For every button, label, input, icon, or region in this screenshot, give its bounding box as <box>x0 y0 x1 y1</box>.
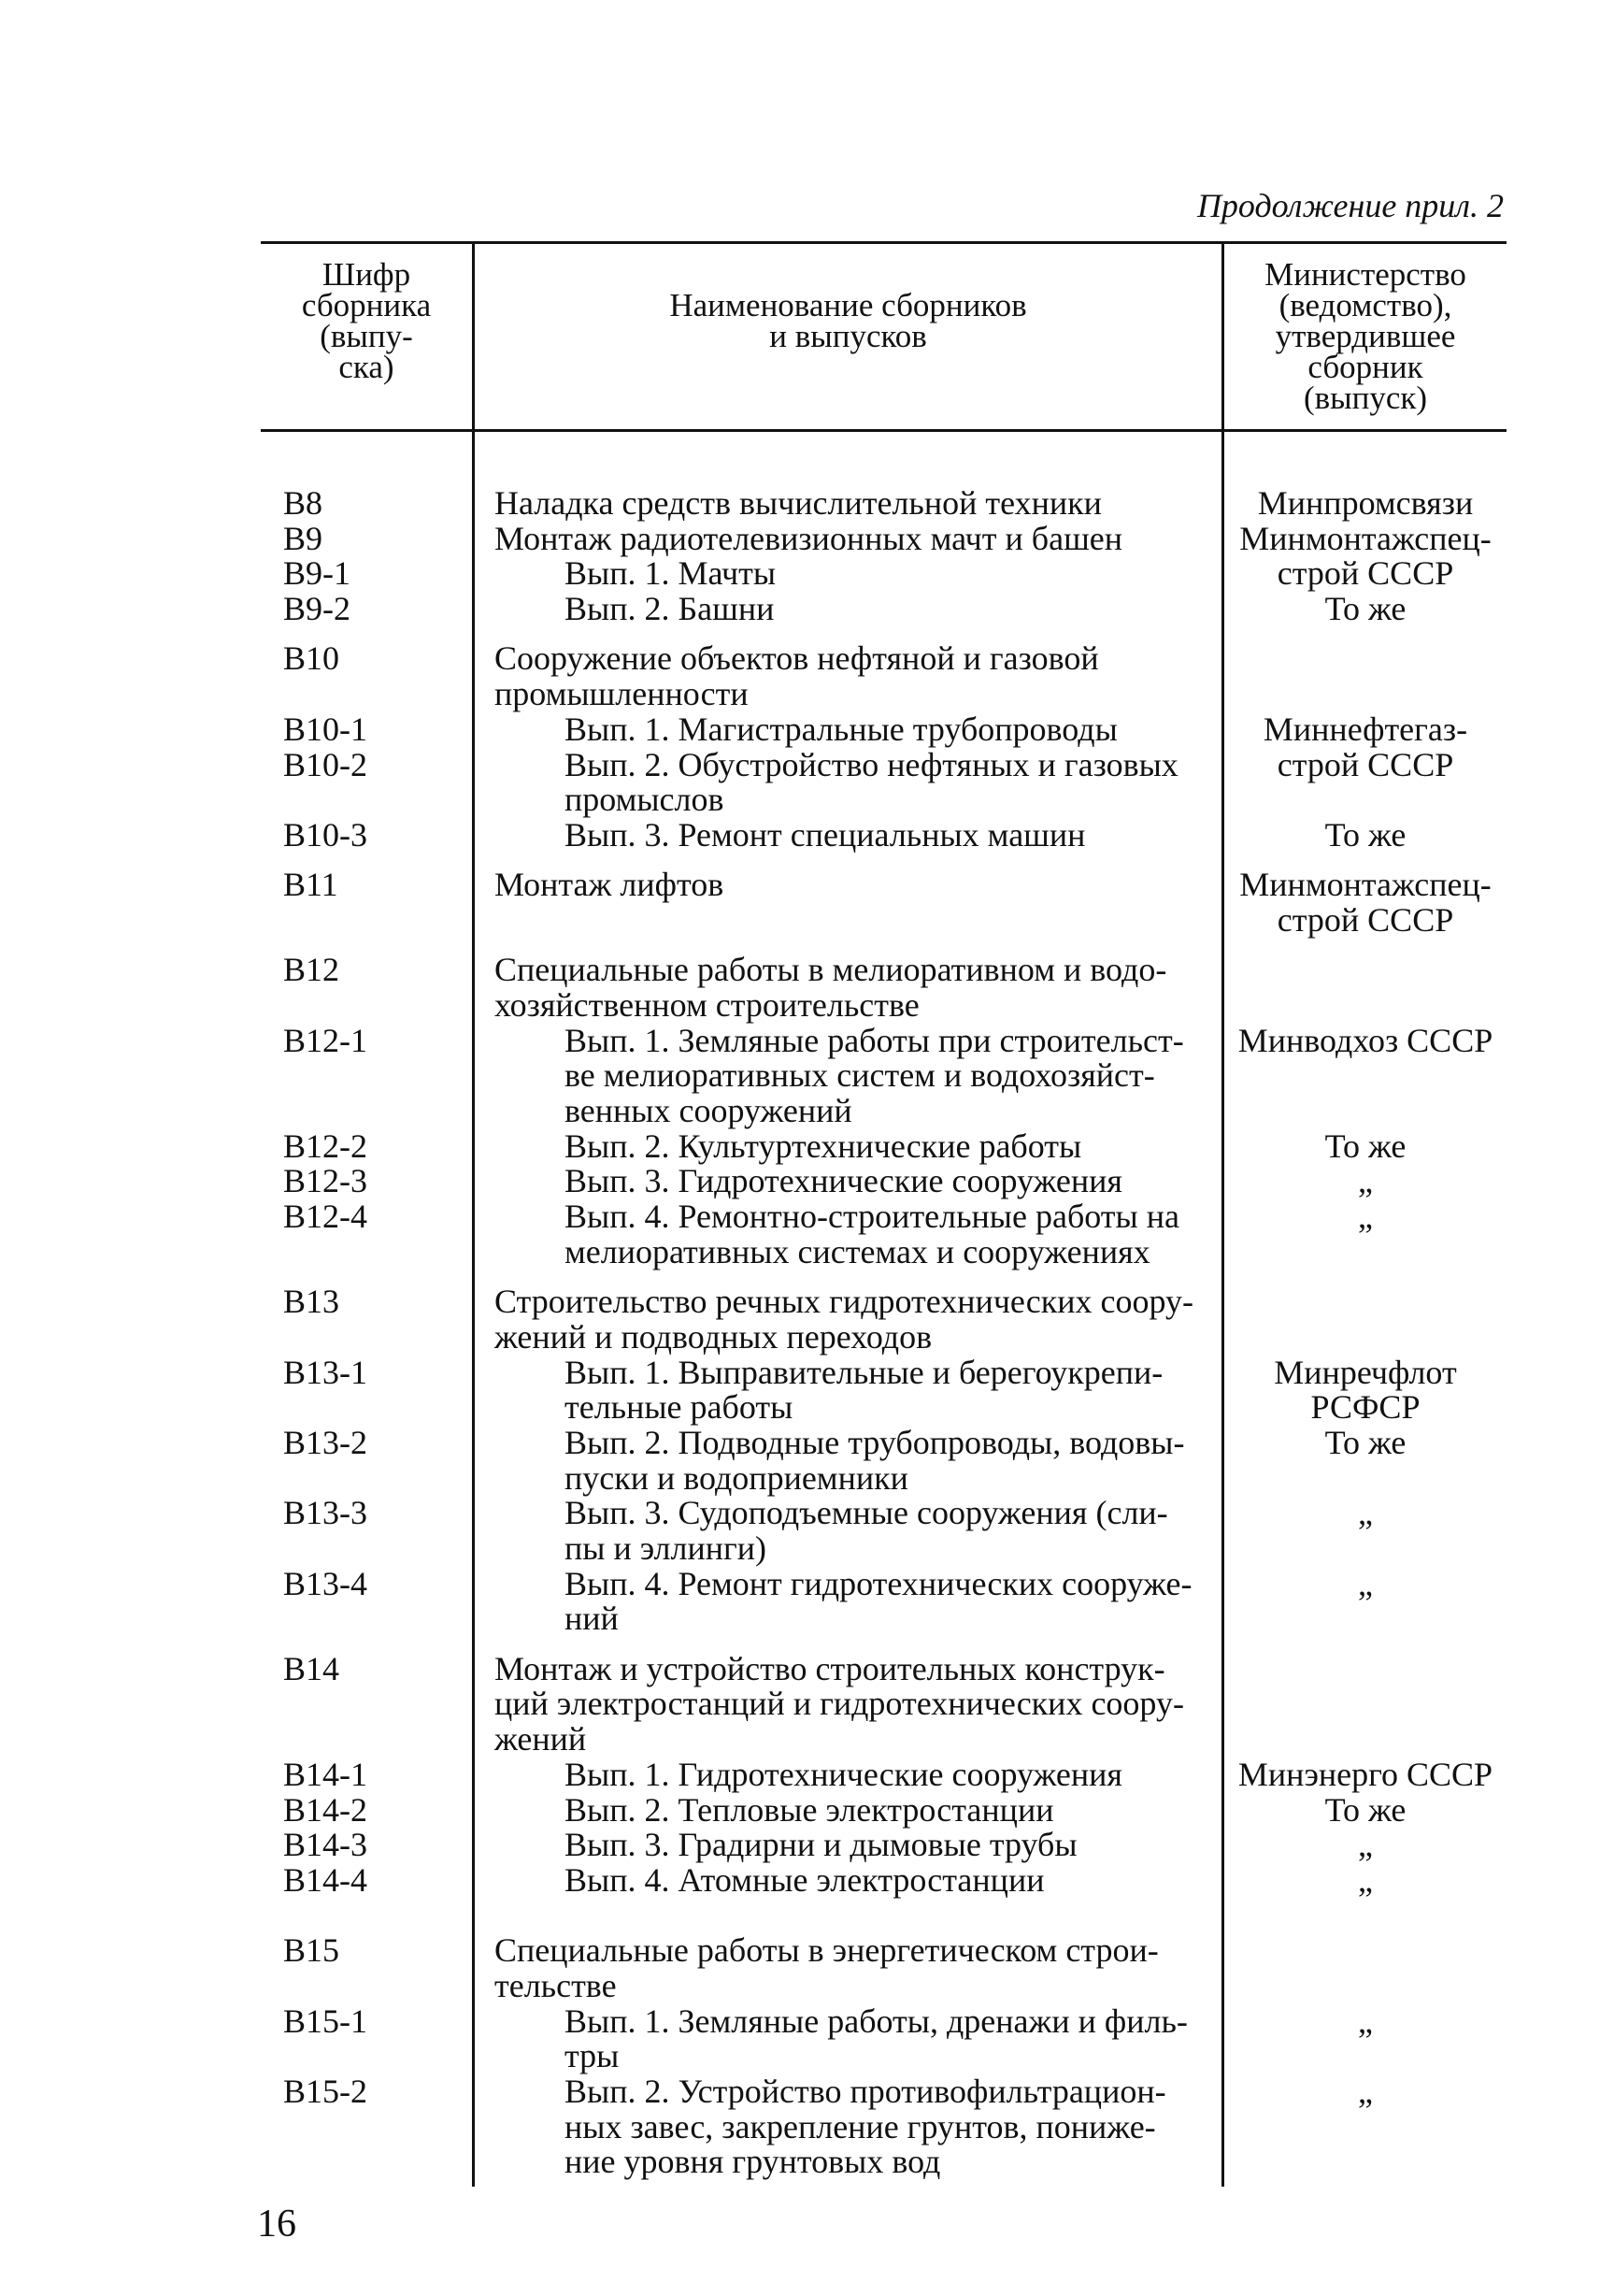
column-header-line: Министерство <box>1264 256 1466 293</box>
continuation-caption: Продолжение прил. 2 <box>1196 187 1504 224</box>
table-row <box>261 2074 1507 2110</box>
collection-code: В10-1 <box>283 710 367 748</box>
table-row <box>261 1686 1507 1722</box>
collection-code: В14-3 <box>283 1826 367 1864</box>
ministry-name: Минпромсвязи <box>1257 484 1474 522</box>
column-header-line: (выпу- <box>320 318 413 354</box>
table-row <box>261 1564 1507 1602</box>
table-row <box>261 1284 1507 1320</box>
table-row <box>261 1390 1507 1426</box>
table-group <box>261 1933 1507 2180</box>
collection-code: В13-4 <box>283 1564 367 1602</box>
table-body <box>261 486 1507 2180</box>
table-row <box>261 1058 1507 1094</box>
collection-code: В9 <box>283 519 323 557</box>
ministry-name: Минводхоз СССР <box>1237 1021 1493 1059</box>
ministry-name: „ <box>1358 1860 1373 1899</box>
collection-name: ных завес, закрепление грунтов, пониже- <box>564 2107 1156 2145</box>
collection-name: ние уровня грунтовых вод <box>564 2143 941 2181</box>
table-row <box>261 2107 1507 2145</box>
collection-code: В12 <box>283 951 340 989</box>
table-row <box>261 1496 1507 1531</box>
table-row <box>261 953 1507 988</box>
column-header-name <box>475 287 1221 354</box>
collection-name: Монтаж радиотелевизионных мачт и башен <box>494 519 1123 557</box>
table-group <box>261 868 1507 938</box>
ministry-name: „ <box>1358 1162 1373 1200</box>
column-header-ministry <box>1224 256 1507 416</box>
table-row <box>261 1531 1507 1567</box>
collection-name: пуски и водоприемники <box>564 1458 908 1497</box>
table-row <box>261 2004 1507 2040</box>
ministry-name: Минмонтажспец- <box>1239 866 1492 904</box>
ministry-name: „ <box>1358 2002 1373 2040</box>
collection-code: В14-2 <box>283 1790 367 1829</box>
collection-code: В9-2 <box>283 590 350 628</box>
table-row <box>261 900 1507 939</box>
collection-name: хозяйственном строительстве <box>494 986 920 1024</box>
collection-name: Монтаж лифтов <box>494 866 724 904</box>
ministry-name: То же <box>1324 590 1407 628</box>
collection-code: В12-2 <box>283 1126 367 1165</box>
table-row <box>261 1458 1507 1497</box>
ministry-name: Минэнерго СССР <box>1237 1755 1493 1793</box>
ministry-name: То же <box>1324 1790 1407 1829</box>
collection-name: Вып. 1. Земляные работы при строительст- <box>564 1021 1184 1059</box>
table-group <box>261 641 1507 853</box>
table-row <box>261 677 1507 712</box>
collection-name: Вып. 2. Устройство противофильтрацион- <box>564 2073 1166 2110</box>
table-row <box>261 1860 1507 1899</box>
table-row <box>261 1601 1507 1637</box>
ministry-name: строй СССР <box>1277 554 1454 593</box>
collection-code: В14 <box>283 1649 340 1687</box>
collection-name: Строительство речных гидротехнических соору- <box>494 1283 1194 1321</box>
table-row <box>261 641 1507 677</box>
collection-name: Вып. 1. Мачты <box>564 554 777 593</box>
ministry-name: То же <box>1324 815 1407 854</box>
collection-name: ний <box>564 1600 619 1638</box>
collection-name: Вып. 2. Культуртехнические работы <box>564 1126 1082 1165</box>
collection-name: жений <box>494 1720 587 1758</box>
collection-name: мелиоративных системах и сооружениях <box>564 1232 1150 1270</box>
table-row <box>261 1232 1507 1270</box>
table-row <box>261 1966 1507 2004</box>
collection-code: В10 <box>283 639 340 678</box>
ministry-name: То же <box>1324 1423 1407 1461</box>
table-row <box>261 1317 1507 1356</box>
ministry-name: „ <box>1358 1198 1373 1236</box>
column-header-line: сборника <box>301 287 432 323</box>
collection-code: В10-2 <box>283 745 367 783</box>
table-group <box>261 1284 1507 1637</box>
collection-code: В13-3 <box>283 1494 367 1532</box>
ministry-name: „ <box>1358 1494 1373 1532</box>
table-row <box>261 1933 1507 1969</box>
column-header-line: (ведомство), <box>1278 287 1452 323</box>
collection-name: Вып. 1. Гидротехнические сооружения <box>564 1755 1122 1793</box>
table-row <box>261 486 1507 522</box>
table-group <box>261 1649 1507 1899</box>
table-row <box>261 988 1507 1024</box>
table-row <box>261 782 1507 818</box>
table-row <box>261 712 1507 748</box>
collection-name: Вып. 1. Магистральные трубопроводы <box>564 710 1118 748</box>
collection-code: В12-3 <box>283 1162 367 1200</box>
collection-code: В14-4 <box>283 1860 367 1899</box>
column-header-line: сборник <box>1307 349 1423 385</box>
collection-code: В13-1 <box>283 1353 367 1391</box>
collection-name: Сооружение объектов нефтяной и газовой <box>494 639 1099 678</box>
collection-code: В15-2 <box>283 2073 367 2110</box>
ministry-name: То же <box>1324 1126 1407 1165</box>
collection-name: ций электростанций и гидротехнических соору- <box>494 1685 1184 1723</box>
collection-name: пы и эллинги) <box>564 1529 766 1567</box>
table-row <box>261 1423 1507 1461</box>
collection-name: тельные работы <box>564 1388 793 1427</box>
table-row <box>261 1722 1507 1758</box>
collection-name: Наладка средств вычислительной техники <box>494 484 1102 522</box>
table-row <box>261 1126 1507 1165</box>
table-row <box>261 592 1507 627</box>
table-row <box>261 1164 1507 1199</box>
table-row <box>261 1828 1507 1863</box>
table-row <box>261 868 1507 903</box>
collection-name: Вып. 2. Подводные трубопроводы, водовы- <box>564 1423 1185 1461</box>
table-row <box>261 815 1507 854</box>
table-row <box>261 1790 1507 1829</box>
collection-name: Вып. 3. Гидротехнические сооружения <box>564 1162 1122 1200</box>
collection-code: В10-3 <box>283 815 367 854</box>
ministry-name: „ <box>1358 1826 1373 1864</box>
collection-name: ве мелиоративных систем и водохозяйст- <box>564 1056 1155 1095</box>
collection-name: Вып. 4. Ремонтно-строительные работы на <box>564 1198 1179 1236</box>
collection-name: тельстве <box>494 1966 617 2004</box>
collection-name: промышленности <box>494 675 749 713</box>
collection-name: Вып. 4. Ремонт гидротехнических сооруже- <box>564 1564 1193 1602</box>
column-header-line: (выпуск) <box>1303 380 1428 416</box>
collection-name: Вып. 3. Судоподъемные сооружения (сли- <box>564 1494 1168 1532</box>
collection-name: Монтаж и устройство строительных конструк- <box>494 1649 1165 1687</box>
ministry-name: Минмонтажспец- <box>1239 519 1492 557</box>
table-row <box>261 1199 1507 1235</box>
collection-name: Вып. 2. Тепловые электростанции <box>564 1790 1054 1829</box>
table-row <box>261 745 1507 783</box>
collection-name: Вып. 1. Земляные работы, дренажи и филь- <box>564 2002 1188 2040</box>
table-header-rule <box>261 429 1507 432</box>
table-row <box>261 1649 1507 1687</box>
table-row <box>261 2145 1507 2180</box>
column-header-line: Наименование сборников <box>669 287 1027 323</box>
collection-code: В13 <box>283 1283 340 1321</box>
table-group <box>261 486 1507 627</box>
collection-code: В15 <box>283 1931 340 1970</box>
column-header-line: и выпусков <box>769 318 927 354</box>
collection-name: Вып. 4. Атомные электростанции <box>564 1860 1045 1899</box>
column-header-line: утвердившее <box>1275 318 1456 354</box>
collection-name: тры <box>564 2037 620 2075</box>
collection-name: Вып. 1. Выправительные и берегоукрепи- <box>564 1353 1164 1391</box>
table-row <box>261 1021 1507 1059</box>
collection-code: В12-1 <box>283 1021 367 1059</box>
collection-code: В15-1 <box>283 2002 367 2040</box>
column-header-line: Шифр <box>321 256 411 293</box>
collection-code: В11 <box>283 866 338 904</box>
ministry-name: Минречфлот <box>1274 1353 1457 1391</box>
collection-name: Специальные работы в мелиоративном и водо- <box>494 951 1167 989</box>
collection-name: Вып. 2. Обустройство нефтяных и газовых <box>564 745 1178 783</box>
collection-code: В13-2 <box>283 1423 367 1461</box>
table-row <box>261 1755 1507 1793</box>
table-row <box>261 556 1507 592</box>
table-row <box>261 1353 1507 1391</box>
ministry-name: строй СССР <box>1277 745 1454 783</box>
collection-code: В8 <box>283 484 323 522</box>
collection-name: Вып. 3. Ремонт специальных машин <box>564 815 1086 854</box>
ministry-name: „ <box>1358 2073 1373 2110</box>
ministry-name: Миннефтегаз- <box>1263 710 1468 748</box>
column-header-line: ска) <box>338 349 394 385</box>
collection-name: промыслов <box>564 781 724 819</box>
collection-code: В12-4 <box>283 1198 367 1236</box>
collection-code: В14-1 <box>283 1755 367 1793</box>
collection-code: В9-1 <box>283 554 350 593</box>
table-group <box>261 953 1507 1270</box>
collection-name: венных сооружений <box>564 1092 852 1130</box>
collection-name: жений и подводных переходов <box>494 1317 933 1356</box>
collection-name: Специальные работы в энергетическом строи- <box>494 1931 1159 1970</box>
column-header-code <box>261 256 472 385</box>
collection-name: Вып. 2. Башни <box>564 590 775 628</box>
ministry-name: РСФСР <box>1310 1388 1421 1427</box>
table-top-rule <box>261 241 1507 244</box>
ministry-name: „ <box>1358 1564 1373 1602</box>
page-number: 16 <box>257 2203 296 2246</box>
table-row <box>261 1094 1507 1129</box>
ministry-name: строй СССР <box>1277 900 1454 939</box>
table-row <box>261 519 1507 557</box>
collection-name: Вып. 3. Градирни и дымовые трубы <box>564 1826 1078 1864</box>
table-row <box>261 2039 1507 2074</box>
